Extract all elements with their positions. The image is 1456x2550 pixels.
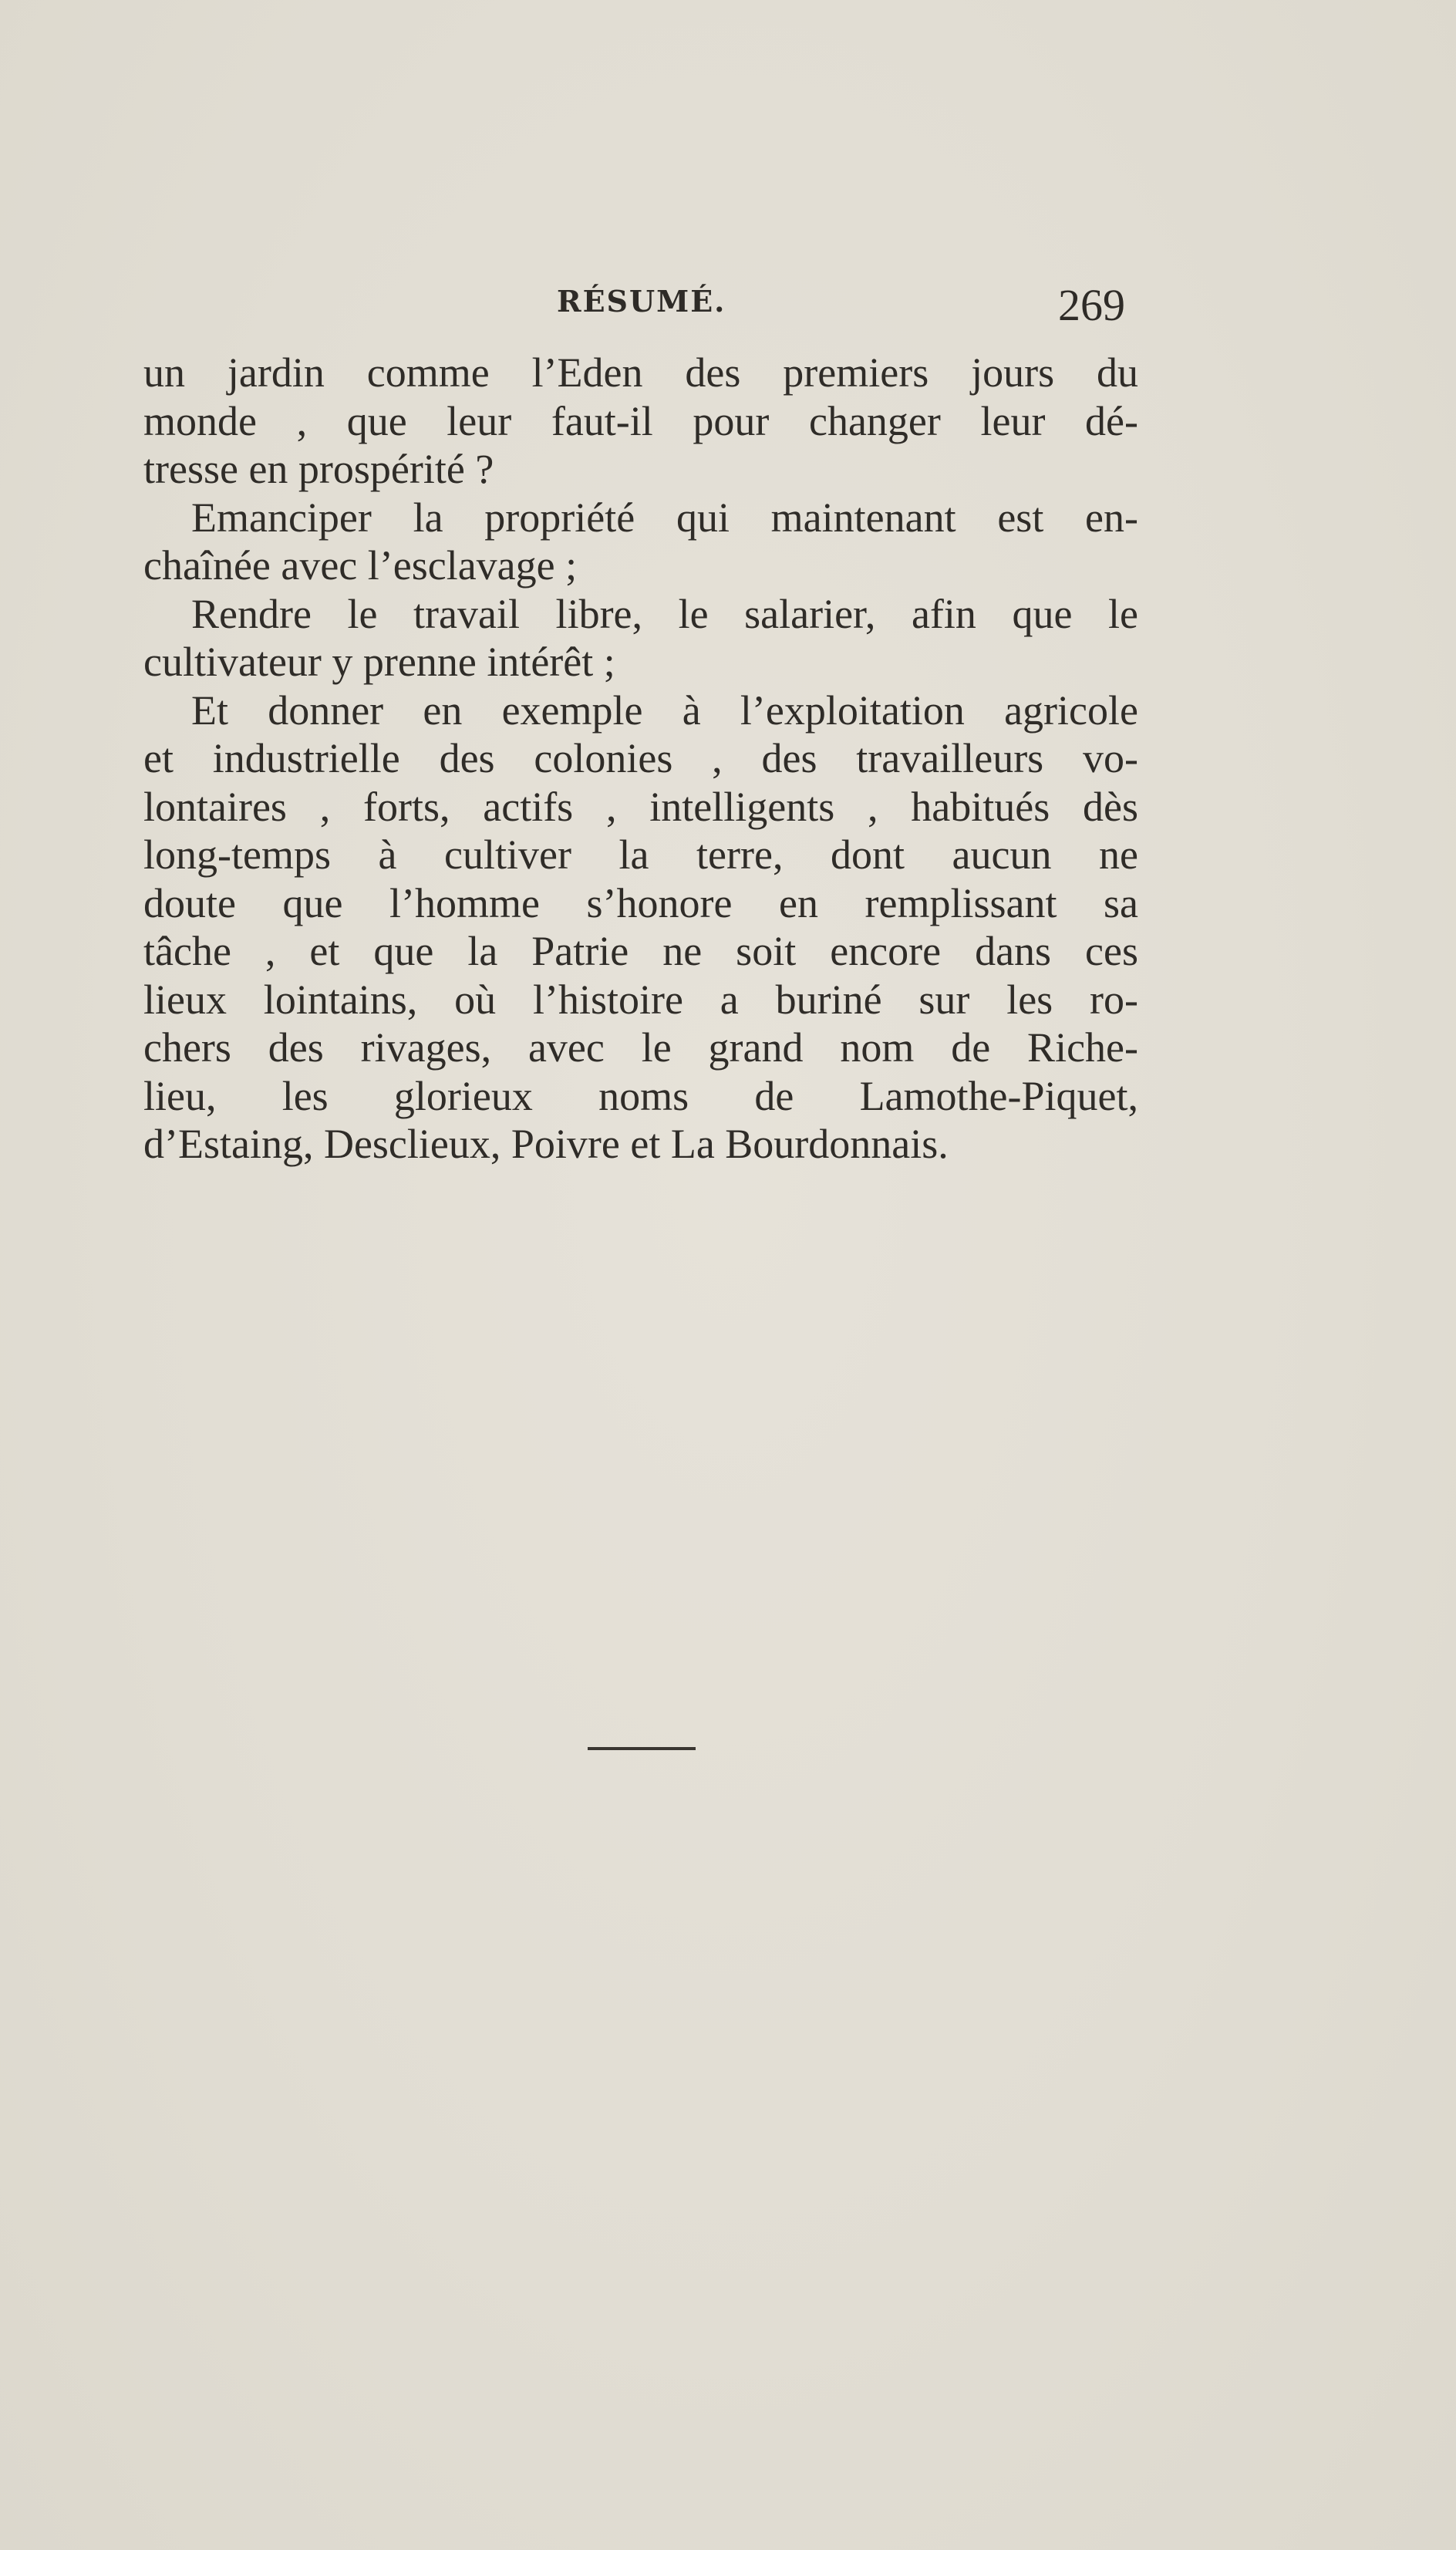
text-line: monde , que leur faut-il pour changer leur dé- — [143, 397, 1138, 444]
text-line: long-temps à cultiver la terre, dont aucun ne — [143, 831, 1138, 878]
body-text — [143, 349, 1138, 1169]
text-line: Et donner en exemple à l’exploitation agricole — [191, 686, 1138, 734]
running-head-title: RÉSUMÉ. — [557, 284, 726, 319]
text-line: un jardin comme l’Eden des premiers jours du — [143, 349, 1138, 396]
text-line: d’Estaing, Desclieux, Poivre et La Bourdonnais. — [143, 1121, 949, 1167]
text-line: tresse en prospérité ? — [143, 446, 494, 492]
text-line: lieu, les glorieux noms de Lamothe-Piquet, — [143, 1072, 1138, 1119]
text-line: lontaires , forts, actifs , intelligents , habitués dès — [143, 783, 1138, 830]
running-head — [0, 279, 1456, 333]
text-line: tâche , et que la Patrie ne soit encore dans ces — [143, 928, 1138, 974]
text-line: Emanciper la propriété qui maintenant est en- — [191, 494, 1138, 541]
text-line: Rendre le travail libre, le salarier, afin que le — [191, 590, 1138, 637]
text-line: chers des rivages, avec le grand nom de Riche- — [143, 1024, 1138, 1071]
text-line: lieux lointains, où l’histoire a buriné sur les ro- — [143, 976, 1138, 1023]
page-number: 269 — [1058, 280, 1125, 330]
end-rule — [588, 1747, 696, 1750]
text-line: cultivateur y prenne intérêt ; — [143, 639, 615, 685]
text-line: et industrielle des colonies , des travailleurs vo- — [143, 735, 1138, 781]
text-line: doute que l’homme s’honore en remplissant sa — [143, 879, 1138, 926]
text-line: chaînée avec l’esclavage ; — [143, 542, 578, 589]
